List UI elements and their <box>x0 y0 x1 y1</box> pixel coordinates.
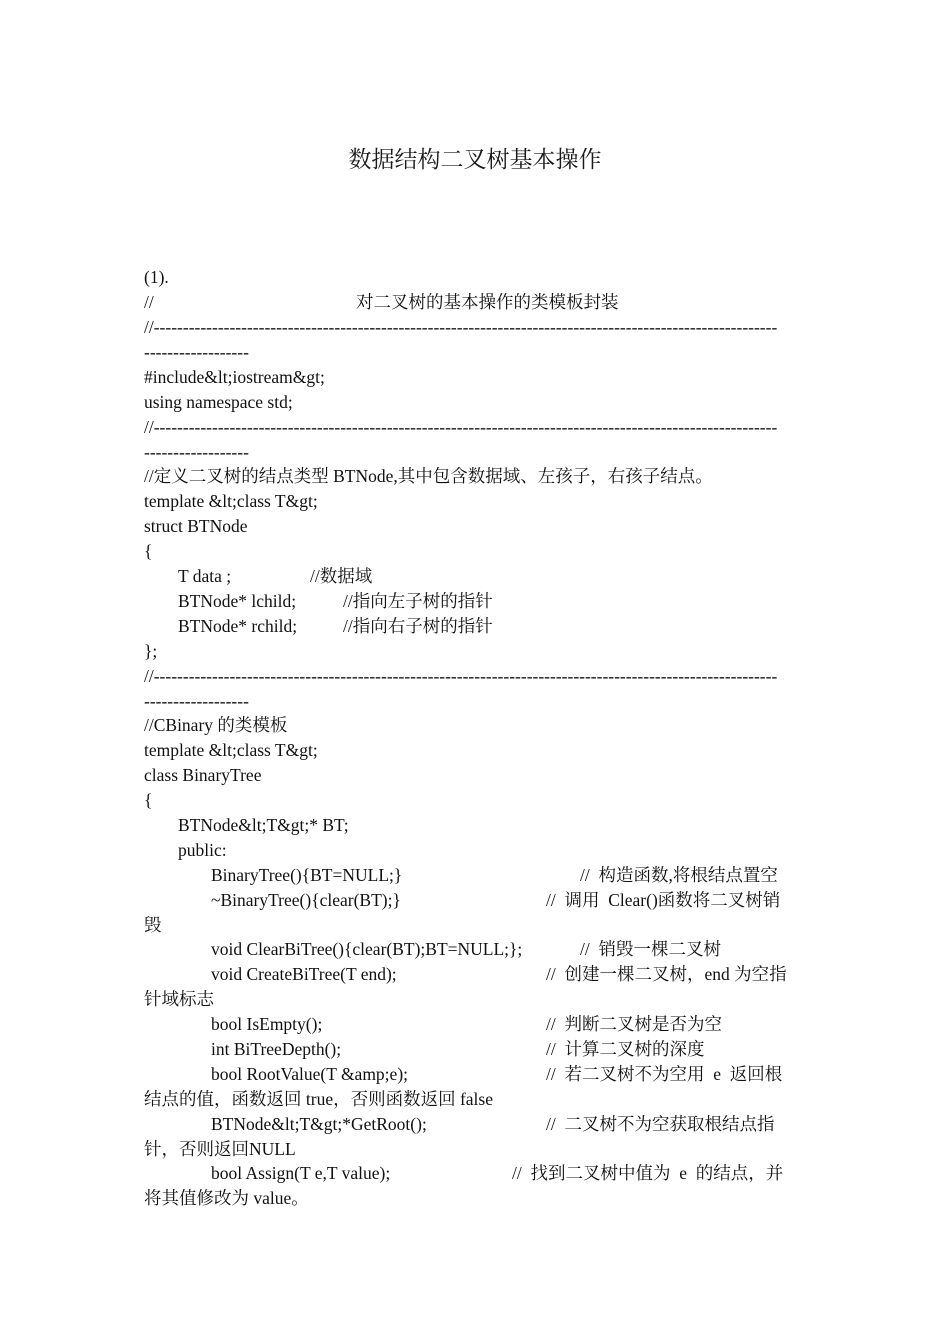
document-title: 数据结构二叉树基本操作 <box>348 147 602 172</box>
separator-line: //----------------------------------------------------------------------------------------------------------- <box>144 417 778 437</box>
text-line: 对二叉树的基本操作的类模板封装 <box>356 292 619 312</box>
text-line: // 二叉树不为空获取根结点指 <box>546 1114 775 1134</box>
text-line: BTNode&lt;T&gt;*GetRoot(); <box>211 1114 427 1134</box>
text-line: int BiTreeDepth(); <box>211 1039 342 1059</box>
text-line: BTNode&lt;T&gt;* BT; <box>178 815 349 835</box>
text-line: BinaryTree(){BT=NULL;} <box>211 865 403 885</box>
text-line: // 创建一棵二叉树，end 为空指 <box>546 964 787 984</box>
text-line: //指向右子树的指针 <box>343 616 493 636</box>
text-line: }; <box>144 641 158 661</box>
text-line: void CreateBiTree(T end); <box>211 964 397 984</box>
text-line: ------------------ <box>144 442 249 462</box>
text-line: { <box>144 790 153 810</box>
text-line: bool IsEmpty(); <box>211 1014 323 1034</box>
text-line: template &lt;class T&gt; <box>144 740 318 760</box>
text-line: public: <box>178 840 227 860</box>
text-line: #include&lt;iostream&gt; <box>144 367 325 387</box>
separator-line: //----------------------------------------------------------------------------------------------------------- <box>144 317 778 337</box>
text-line: 结点的值，函数返回 true，否则函数返回 false <box>144 1089 493 1109</box>
text-line: BTNode* lchild; <box>178 591 297 611</box>
text-line: ~BinaryTree(){clear(BT);} <box>211 890 401 910</box>
text-line: //数据域 <box>310 566 373 586</box>
text-line: //CBinary 的类模板 <box>144 715 288 735</box>
text-line: 针域标志 <box>144 989 214 1009</box>
text-line: 针，否则返回NULL <box>144 1139 296 1159</box>
text-line: bool Assign(T e,T value); <box>211 1163 391 1183</box>
text-line: struct BTNode <box>144 516 248 536</box>
text-line: // 计算二叉树的深度 <box>546 1039 705 1059</box>
text-line: using namespace std; <box>144 392 293 412</box>
text-line: void ClearBiTree(){clear(BT);BT=NULL;}; <box>211 939 523 959</box>
text-line: // 判断二叉树是否为空 <box>546 1014 722 1034</box>
text-line: // 找到二叉树中值为 e 的结点，并 <box>512 1163 784 1183</box>
text-line: // 销毁一棵二叉树 <box>580 939 721 959</box>
text-line: { <box>144 541 153 561</box>
text-line: // 若二叉树不为空用 e 返回根 <box>546 1064 783 1084</box>
text-line: //定义二叉树的结点类型 BTNode,其中包含数据域、左孩子，右孩子结点。 <box>144 466 713 486</box>
text-line: class BinaryTree <box>144 765 262 785</box>
text-line: T data ; <box>178 566 232 586</box>
text-line: bool RootValue(T &amp;e); <box>211 1064 409 1084</box>
text-line: BTNode* rchild; <box>178 616 298 636</box>
text-line: (1). <box>144 267 169 287</box>
text-line: // <box>144 292 154 312</box>
text-line: template &lt;class T&gt; <box>144 491 318 511</box>
text-line: 将其值修改为 value。 <box>144 1188 309 1208</box>
text-line: //指向左子树的指针 <box>343 591 493 611</box>
text-line: // 调用 Clear()函数将二叉树销 <box>546 890 781 910</box>
text-line: ------------------ <box>144 691 249 711</box>
text-line: 毁 <box>144 915 162 935</box>
text-line: ------------------ <box>144 342 249 362</box>
text-line: // 构造函数,将根结点置空 <box>580 865 778 885</box>
separator-line: //----------------------------------------------------------------------------------------------------------- <box>144 666 778 686</box>
